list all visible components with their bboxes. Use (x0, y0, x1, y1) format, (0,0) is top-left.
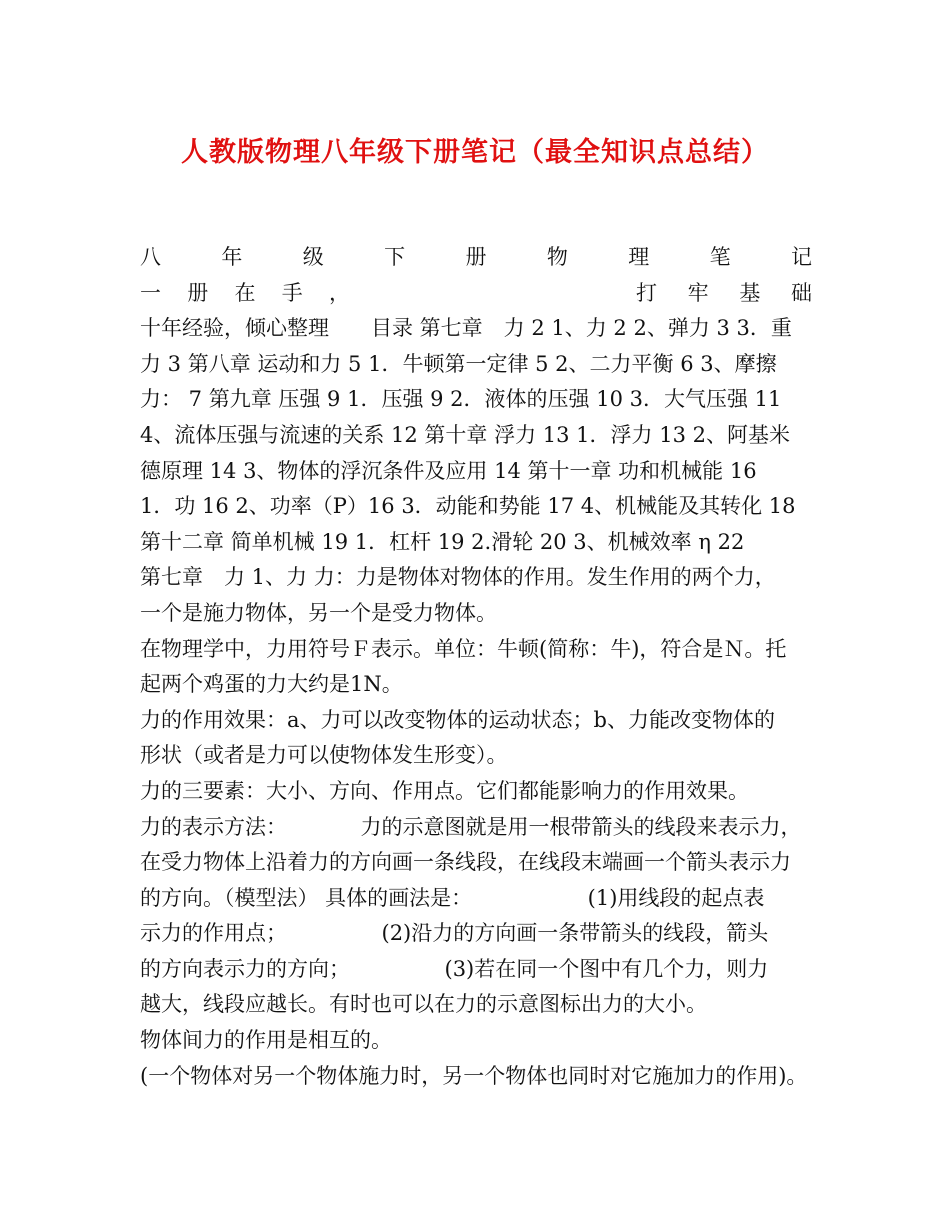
text-line: 1．功 16 2、功率（P）16 3．动能和势能 17 4、机械能及其转化 18 (140, 494, 796, 519)
document-title: 人教版物理八年级下册笔记（最全知识点总结） (181, 137, 769, 168)
heading-char: 笔 (709, 245, 731, 269)
text-line: 示力的作用点； (2)沿力的方向画一条带箭头的线段，箭头 (140, 921, 769, 946)
text-line: 力的作用效果：a、力可以改变物体的运动状态；b、力能改变物体的 (140, 707, 775, 732)
tagline-char: 在 (234, 280, 256, 305)
text-line: 一个是施力物体，另一个是受力物体。 (140, 600, 497, 625)
tagline-char: 手 (281, 280, 303, 305)
text-line: 德原理 14 3、物体的浮沉条件及应用 14 第十一章 功和机械能 16 (140, 458, 757, 483)
text-line: 4、流体压强与流速的关系 12 第十章 浮力 13 1．浮力 13 2、阿基米 (140, 422, 790, 447)
text-line: 力的三要素：大小、方向、作用点。它们都能影响力的作用效果。 (140, 778, 749, 803)
heading-char: 理 (628, 245, 650, 269)
tagline-right (636, 276, 812, 312)
heading-char: 记 (791, 245, 812, 269)
text-line: 在物理学中，力用符号Ｆ表示。单位：牛顿(简称：牛)，符合是Ｎ。托 (140, 636, 787, 661)
tagline (140, 276, 812, 312)
text-line: 形状（或者是力可以使物体发生形变）。 (140, 743, 508, 768)
heading-char: 下 (384, 245, 406, 269)
heading-char: 八 (140, 245, 161, 269)
heading-char: 物 (546, 245, 568, 269)
text-line: 力的表示方法： 力的示意图就是用一根带箭头的线段来表示力， (140, 814, 802, 839)
document-body (140, 240, 812, 1094)
tagline-char: ， (329, 280, 350, 305)
text-line: 第七章 力 1、力 力：力是物体对物体的作用。发生作用的两个力， (140, 565, 776, 590)
text-line: 力 3 第八章 运动和力 5 1．牛顿第一定律 5 2、二力平衡 6 3、摩擦 (140, 351, 777, 376)
tagline-left (140, 276, 350, 312)
heading-line (140, 240, 812, 276)
text-line: (一个物体对另一个物体施力时，另一个物体也同时对它施加力的作用)。 (140, 1063, 808, 1088)
tagline-char: 一 (140, 280, 161, 305)
heading-char: 年 (221, 245, 243, 269)
tagline-char: 础 (790, 280, 812, 305)
text-line: 物体间力的作用是相互的。 (140, 1028, 392, 1053)
text-line: 在受力物体上沿着力的方向画一条线段，在线段末端画一个箭头表示力 (140, 850, 791, 875)
heading-char: 册 (465, 245, 487, 269)
tagline-char: 打 (636, 280, 657, 305)
text-line: 十年经验，倾心整理 目录 第七章 力 2 1、力 2 2、弹力 3 3．重 (140, 316, 792, 341)
tagline-char: 册 (187, 280, 209, 305)
text-line: 起两个鸡蛋的力大约是1N。 (140, 672, 403, 697)
tagline-char: 牢 (687, 280, 709, 305)
text-line: 第十二章 简单机械 19 1．杠杆 19 2.滑轮 20 3、机械效率 η 22 (140, 529, 745, 554)
heading-char: 级 (302, 245, 324, 269)
tagline-char: 基 (739, 280, 761, 305)
text-line: 的方向表示力的方向； (3)若在同一个图中有几个力，则力 (140, 956, 769, 981)
text-line: 越大，线段应越长。有时也可以在力的示意图标出力的大小。 (140, 992, 707, 1017)
text-line: 力： 7 第九章 压强 9 1．压强 9 2．液体的压强 10 3．大气压强 11 (140, 387, 782, 412)
text-line: 的方向。（模型法） 具体的画法是： (1)用线段的起点表 (140, 885, 765, 910)
